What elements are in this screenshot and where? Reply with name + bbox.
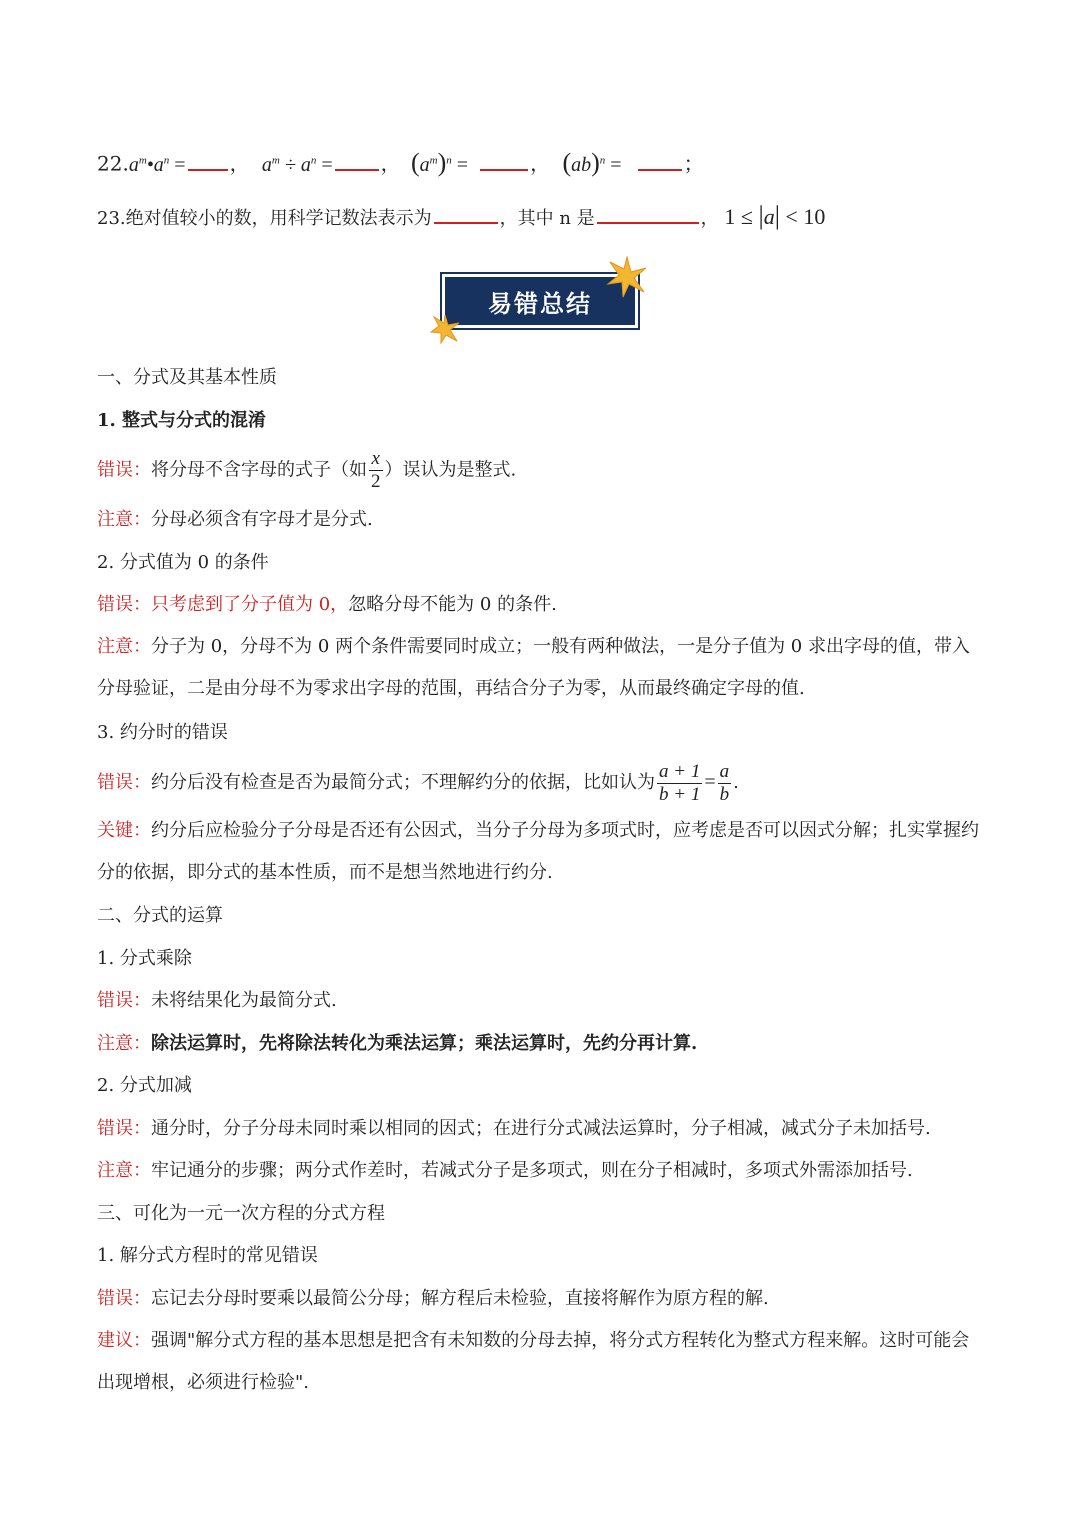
section-2-2-note: 注意：牢记通分的步骤；两分式作差时，若减式分子是多项式，则在分子相减时，多项式外需添加括号. <box>97 1160 913 1181</box>
answer-blank-1 <box>188 155 228 171</box>
section-header-badge <box>430 258 650 342</box>
section-2-1-note: 注意：除法运算时，先将除法转化为乘法运算；乘法运算时，先约分再计算. <box>97 1033 698 1054</box>
note-tag: 注意： <box>97 1033 151 1054</box>
section-3-1-title: 1. 解分式方程时的常见错误 <box>97 1245 318 1266</box>
fraction-a-plus-1-over-b-plus-1: $\frac{a + 1}{b + 1}$ <box>659 760 701 805</box>
answer-blank-4 <box>638 155 682 171</box>
section-1-3-error: 错误：约分后没有检查是否为最简分式；不理解约分的依据，比如认为 $\frac{a + 1}{b + 1}$ = $\frac{a}{b}$ . <box>97 760 739 805</box>
star-icon <box>606 256 648 298</box>
formula-power-product: $a^m•a^n$ = <box>128 153 186 176</box>
section-1-3-title: 3. 约分时的错误 <box>97 722 228 743</box>
section-1-title: 一、分式及其基本性质 <box>97 367 277 388</box>
question-23-text: 23.绝对值较小的数，用科学记数法表示为 <box>97 208 432 229</box>
fraction-a-over-b: $\frac{a}{b}$ <box>719 760 730 805</box>
section-3-title: 三、可化为一元一次方程的分式方程 <box>97 1203 385 1224</box>
section-2-2-error: 错误：通分时，分子分母未同时乘以相同的因式；在进行分式减法运算时，分子相减，减式分子未加括号. <box>97 1118 931 1139</box>
star-icon <box>430 314 460 344</box>
section-1-2-error: 错误：只考虑到了分子值为 0，忽略分母不能为 0 的条件. <box>97 594 557 615</box>
note-tag: 注意： <box>97 509 151 530</box>
section-1-3-key: 关键：约分后应检验分子分母是否还有公因式，当分子分母为多项式时，应考虑是否可以因式分解；扎实掌握约分的依据，即分式的基本性质，而不是想当然地进行约分. <box>97 820 979 883</box>
error-tag: 错误： <box>97 1288 151 1309</box>
section-1-2-title: 2. 分式值为 0 的条件 <box>97 552 269 573</box>
section-2-title: 二、分式的运算 <box>97 905 223 926</box>
section-2-1-title: 1. 分式乘除 <box>97 948 192 969</box>
section-3-1-error: 错误：忘记去分母时要乘以最简公分母；解方程后未检验，直接将解作为原方程的解. <box>97 1288 769 1309</box>
question-23: 23.绝对值较小的数，用科学记数法表示为 ，其中 n 是 ， 1 ≤ |a| < 10 <box>97 201 826 230</box>
answer-blank-5 <box>434 208 498 224</box>
formula-range: 1 ≤ |a| < 10 <box>724 201 826 230</box>
section-1-2-note: 注意：分子为 0，分母不为 0 两个条件需要同时成立；一般有两种做法，一是分子值为 0 求出字母的值，带入分母验证，二是由分母不为零求出字母的范围，再结合分子为零，从而最终确定字母的值. <box>97 636 970 699</box>
question-number: 22. <box>97 151 129 176</box>
formula-product-power: (ab)$^n$ = <box>562 147 622 177</box>
section-1-1-error: 错误：将分母不含字母的式子（如 $\frac{x}{2}$ ）误认为是整式. <box>97 448 517 492</box>
answer-blank-2 <box>335 155 379 171</box>
formula-power-quotient: $a^m \div a^n$ = <box>261 153 333 176</box>
section-1-1-title: 1. 整式与分式的混淆 <box>97 410 267 431</box>
error-tag: 错误： <box>97 1118 151 1139</box>
fraction-x-over-2: $\frac{x}{2}$ <box>371 448 381 492</box>
suggestion-tag: 建议： <box>97 1330 151 1351</box>
error-tag: 错误： <box>97 990 151 1011</box>
section-3-1-suggestion: 建议：强调"解分式方程的基本思想是把含有未知数的分母去掉，将分式方程转化为整式方程来解。这时可能会出现增根，必须进行检验". <box>97 1330 970 1393</box>
note-tag: 注意： <box>97 1160 151 1181</box>
error-tag: 错误： <box>97 772 151 793</box>
question-22: $22.a^m•a^n$ = ， $a^m \div a^n$ = ， $(a^m)^n$ = ， (ab)$^n$ = ； <box>97 147 704 177</box>
section-header-title: 易错总结 <box>488 289 592 318</box>
key-tag: 关键： <box>97 820 151 841</box>
section-2-2-title: 2. 分式加减 <box>97 1075 192 1096</box>
section-1-1-note: 注意：分母必须含有字母才是分式. <box>97 509 373 530</box>
error-tag: 错误： <box>97 459 151 481</box>
formula-power-of-power: $(a^m)^n$ = <box>411 147 469 177</box>
answer-blank-6 <box>597 208 699 224</box>
answer-blank-3 <box>480 155 528 171</box>
section-2-1-error: 错误：未将结果化为最简分式. <box>97 990 337 1011</box>
note-tag: 注意： <box>97 636 151 657</box>
error-tag: 错误： <box>97 594 151 615</box>
